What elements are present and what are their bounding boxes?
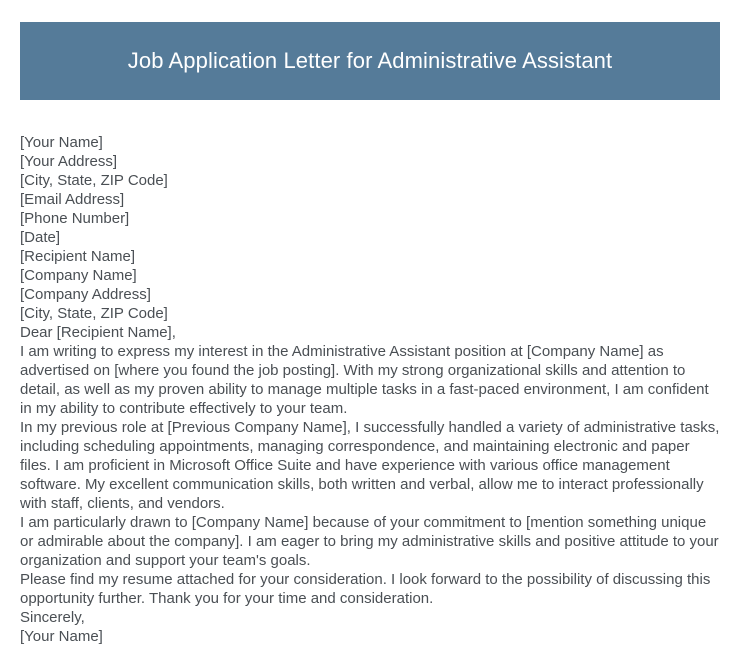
salutation-line: Dear [Recipient Name], <box>20 324 176 341</box>
letter-paragraph-2: In my previous role at [Previous Company Name], I successfully handled a variety of administrative tasks, including scheduling appointments, managing correspondence, and maintaining electronic and paper files. I am proficient in Microsoft Office Suite and have experience with various office management software. My excellent communication skills, both written and verbal, allow me to interact professionally with staff, clients, and vendors. <box>20 419 720 512</box>
letter-paragraph-3: I am particularly drawn to [Company Name] because of your commitment to [mention something unique or admirable about the company]. I am eager to bring my administrative skills and positive attitude to your organization and support your team's goals. <box>20 514 719 569</box>
letter-content <box>20 133 720 646</box>
date-line: [Date] <box>20 229 61 246</box>
recipient-address-line: [Company Address] <box>20 286 151 303</box>
recipient-name-line: [Recipient Name] <box>20 248 136 265</box>
recipient-city-line: [City, State, ZIP Code] <box>20 305 168 322</box>
sender-phone-line: [Phone Number] <box>20 210 130 227</box>
recipient-address-block <box>20 247 720 323</box>
recipient-company-line: [Company Name] <box>20 267 137 284</box>
page-title: Job Application Letter for Administrative Assistant <box>127 47 613 73</box>
letter-paragraph-4: Please find my resume attached for your consideration. I look forward to the possibility of discussing this opportunity further. Thank you for your time and consideration. <box>20 571 711 607</box>
sender-address-block <box>20 133 720 228</box>
sender-email-line: [Email Address] <box>20 191 125 208</box>
closing-line: Sincerely, <box>20 609 85 626</box>
document-header-band <box>20 22 720 100</box>
sender-address-line: [Your Address] <box>20 153 118 170</box>
sender-city-line: [City, State, ZIP Code] <box>20 172 168 189</box>
signature-name-line: [Your Name] <box>20 628 103 645</box>
letter-paragraph-1: I am writing to express my interest in the Administrative Assistant position at [Company Name] as advertised on [where you found the job posting]. With my strong organizational skills and attention to detail, as well as my proven ability to manage multiple tasks in a fast-paced environment, I am confident in my ability to contribute effectively to your team. <box>20 343 709 417</box>
sender-name-line: [Your Name] <box>20 134 103 151</box>
date-block <box>20 228 720 247</box>
